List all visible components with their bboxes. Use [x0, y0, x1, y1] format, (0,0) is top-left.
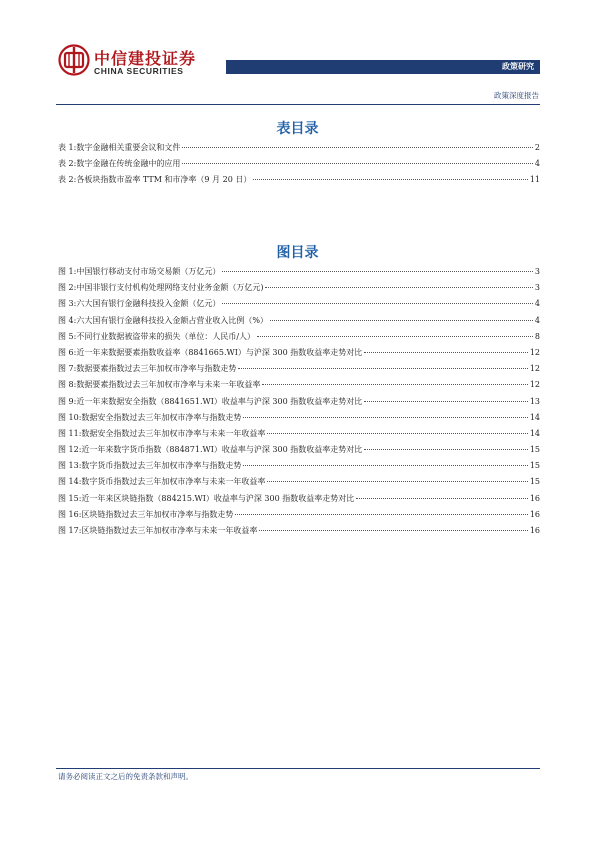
toc-entry-label: 图 1:中国银行移动支付市场交易额（万亿元） — [58, 267, 221, 276]
toc-entry[interactable] — [58, 493, 540, 509]
toc-entry-label: 图 4:六大国有银行金融科技投入金额占营业收入比例（%） — [58, 315, 268, 325]
toc-entry-label: 图 16:区块链指数过去三年加权市净率与指数走势 — [58, 509, 234, 519]
toc-entry[interactable] — [58, 412, 540, 428]
toc-entry[interactable] — [58, 525, 540, 541]
company-logo-mark — [58, 44, 90, 76]
toc-dot-leader — [222, 303, 533, 304]
toc-entry-label: 图 2:中国非银行支付机构处理网络支付业务金额（万亿元) — [58, 283, 264, 293]
toc-entry[interactable] — [58, 509, 540, 525]
toc-dot-leader — [222, 271, 533, 272]
toc-entry-page: 3 — [534, 267, 540, 276]
toc-entry-page: 8 — [534, 331, 540, 341]
toc-entry[interactable] — [58, 363, 540, 379]
toc-entry-page: 15 — [529, 445, 540, 455]
toc-dot-leader — [364, 449, 528, 450]
toc-entry-label: 图 14:数字货币指数过去三年加权市净率与未来一年收益率 — [58, 477, 266, 487]
toc-entry[interactable] — [58, 460, 540, 476]
toc-dot-leader — [253, 179, 527, 180]
toc-dot-leader — [235, 514, 527, 515]
toc-entry[interactable] — [58, 428, 540, 444]
header-divider — [56, 104, 540, 105]
toc-entry-label: 图 7:数据要素指数过去三年加权市净率与指数走势 — [58, 364, 237, 374]
toc-entry-label: 表 2:数字金融在传统金融中的应用 — [58, 159, 181, 169]
toc-entry-page: 12 — [529, 364, 540, 374]
toc-entry[interactable] — [58, 347, 540, 363]
toc-entry[interactable] — [58, 315, 540, 331]
toc-entry-page: 14 — [529, 428, 540, 438]
toc-dot-leader — [182, 147, 533, 148]
toc-entry[interactable] — [58, 174, 540, 190]
toc-entry[interactable] — [58, 298, 540, 314]
figures-toc-title: 图目录 — [276, 245, 319, 261]
footer-divider — [56, 768, 540, 769]
toc-entry-label: 表 2:各板块指数市盈率 TTM 和市净率（9 月 20 日） — [58, 175, 252, 185]
toc-dot-leader — [257, 336, 533, 337]
company-logo — [58, 44, 218, 80]
report-type: 政策深度报告 — [494, 91, 539, 100]
toc-dot-leader — [364, 352, 528, 353]
toc-dot-leader — [243, 465, 527, 466]
toc-entry[interactable] — [58, 266, 540, 282]
toc-entry[interactable] — [58, 142, 540, 158]
toc-entry-label: 表 1:数字金融相关重要会议和文件 — [58, 143, 181, 152]
toc-entry-label: 图 6:近一年来数据要素指数收益率（8841665.WI）与沪深 300 指数收益率走势对比 — [58, 347, 363, 357]
toc-entry[interactable] — [58, 476, 540, 492]
toc-dot-leader — [364, 401, 528, 402]
toc-dot-leader — [243, 417, 527, 418]
figures-toc-list — [58, 266, 540, 541]
toc-entry-page: 4 — [534, 315, 540, 325]
toc-entry[interactable] — [58, 396, 540, 412]
toc-entry-label: 图 11:数据安全指数过去三年加权市净率与未来一年收益率 — [58, 428, 266, 438]
toc-entry-label: 图 17:区块链指数过去三年加权市净率与未来一年收益率 — [58, 526, 258, 535]
toc-entry-page: 16 — [529, 526, 540, 535]
toc-dot-leader — [270, 320, 533, 321]
toc-entry-page: 16 — [529, 509, 540, 519]
toc-entry-page: 16 — [529, 493, 540, 503]
report-category: 政策研究 — [502, 62, 534, 71]
toc-entry-label: 图 15:近一年来区块链指数（884215.WI）收益率与沪深 300 指数收益率走势对比 — [58, 493, 355, 503]
tables-toc-title: 表目录 — [276, 121, 319, 137]
toc-entry-page: 3 — [534, 283, 540, 293]
toc-entry[interactable] — [58, 331, 540, 347]
toc-entry-page: 15 — [529, 477, 540, 487]
toc-entry[interactable] — [58, 444, 540, 460]
toc-entry-page: 2 — [534, 143, 540, 152]
toc-entry-page: 12 — [529, 380, 540, 390]
toc-entry[interactable] — [58, 282, 540, 298]
toc-entry-label: 图 8:数据要素指数过去三年加权市净率与未来一年收益率 — [58, 380, 261, 390]
footer-disclaimer: 请务必阅读正文之后的免责条款和声明。 — [58, 772, 193, 781]
toc-entry-page: 4 — [534, 159, 540, 169]
toc-entry[interactable] — [58, 158, 540, 174]
toc-entry-label: 图 12:近一年来数字货币指数（884871.WI）收益率与沪深 300 指数收益率走势对比 — [58, 445, 363, 455]
toc-entry-label: 图 9:近一年来数据安全指数（8841651.WI）收益率与沪深 300 指数收益率走势对比 — [58, 396, 363, 406]
logo-english-name: CHINA SECURITIES — [94, 66, 184, 76]
toc-dot-leader — [238, 368, 527, 369]
tables-toc-list — [58, 142, 540, 191]
toc-dot-leader — [262, 384, 527, 385]
toc-entry-label: 图 3:六大国有银行金融科技投入金额（亿元） — [58, 299, 221, 309]
toc-dot-leader — [267, 481, 527, 482]
toc-entry-page: 12 — [529, 347, 540, 357]
toc-entry-label: 图 5:不同行业数据被盗带来的损失（单位：人民币/人） — [58, 331, 256, 341]
toc-entry-page: 13 — [529, 396, 540, 406]
toc-entry-page: 14 — [529, 412, 540, 422]
toc-dot-leader — [259, 530, 527, 531]
toc-dot-leader — [267, 433, 527, 434]
header-bar — [226, 60, 540, 74]
toc-entry-label: 图 13:数字货币指数过去三年加权市净率与指数走势 — [58, 461, 242, 471]
toc-entry-page: 11 — [529, 175, 540, 185]
toc-dot-leader — [265, 287, 532, 288]
toc-entry-page: 4 — [534, 299, 540, 309]
logo-chinese-name: 中信建投证券 — [94, 49, 197, 68]
toc-entry[interactable] — [58, 379, 540, 395]
toc-entry-page: 15 — [529, 461, 540, 471]
toc-dot-leader — [356, 498, 528, 499]
toc-entry-label: 图 10:数据安全指数过去三年加权市净率与指数走势 — [58, 412, 242, 422]
toc-dot-leader — [182, 163, 533, 164]
